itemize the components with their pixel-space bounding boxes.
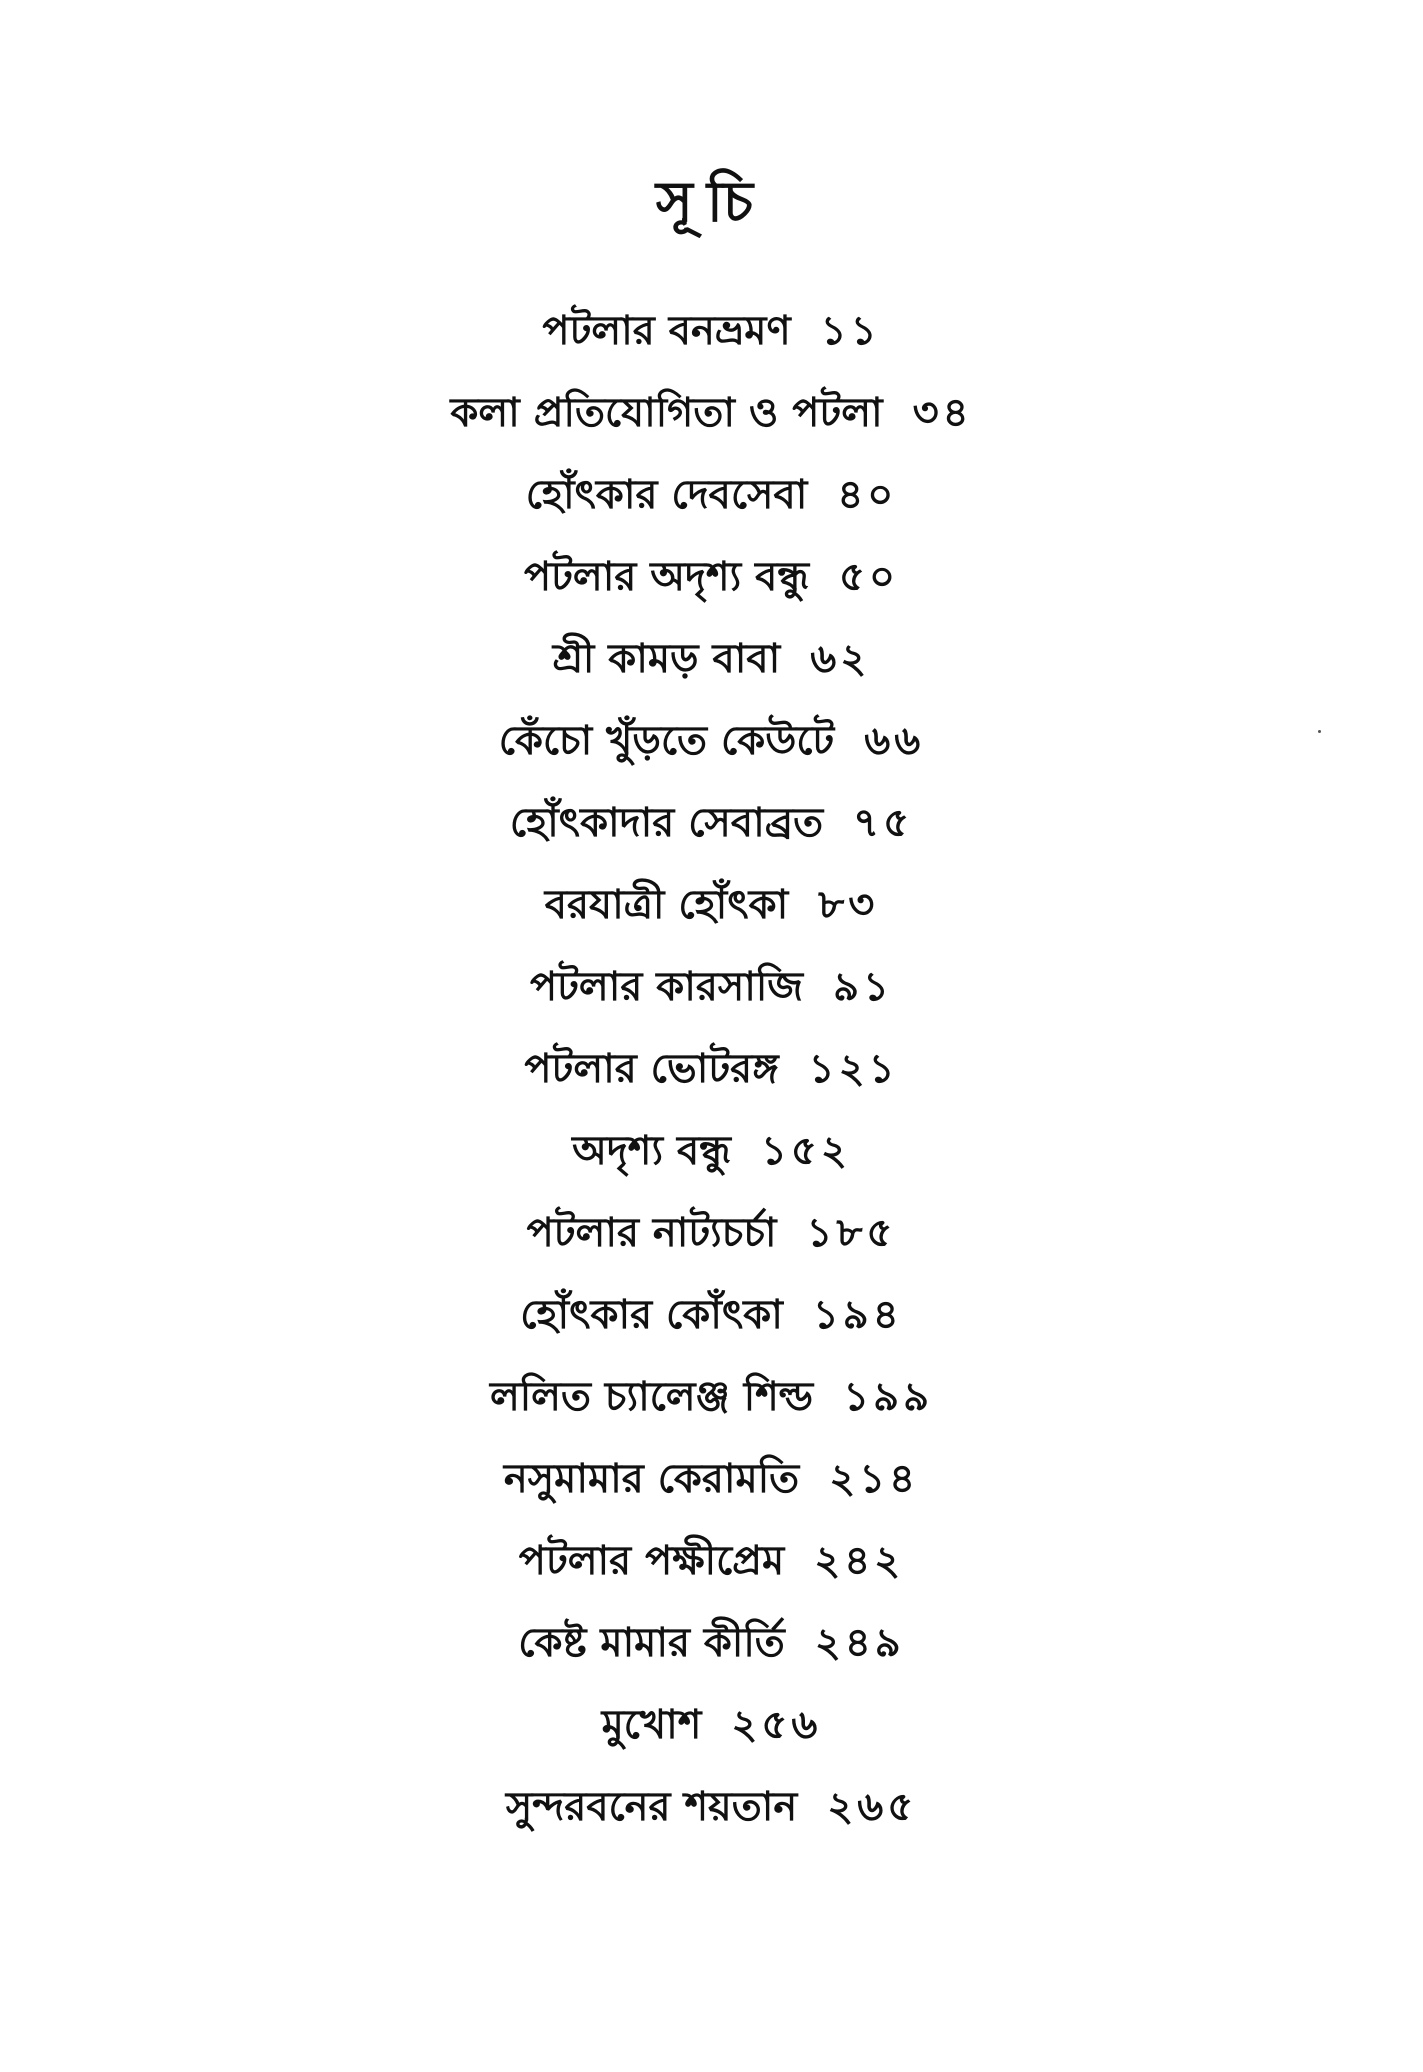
toc-entry xyxy=(0,864,1423,946)
toc-entry xyxy=(0,1110,1423,1192)
entry-page-number: ১৯৯ xyxy=(843,1374,934,1420)
page-heading: সূচি xyxy=(655,170,768,235)
toc-entry xyxy=(0,1356,1423,1438)
entry-page-number: ১১ xyxy=(820,308,881,354)
entry-title: পটলার পক্ষীপ্রেম xyxy=(518,1538,785,1584)
entry-page-number: ২৫৬ xyxy=(731,1702,822,1748)
toc-entry xyxy=(0,454,1423,536)
entry-page-number: ৬৬ xyxy=(864,718,925,764)
entry-page-number: ৩৪ xyxy=(912,390,973,436)
entry-title: মুখোশ xyxy=(601,1702,702,1748)
entry-title: কলা প্রতিযোগিতা ও পটলা xyxy=(450,390,883,436)
table-of-contents xyxy=(0,290,1423,1848)
toc-entry xyxy=(0,1520,1423,1602)
entry-title: পটলার নাট্যচর্চা xyxy=(526,1210,777,1256)
entry-page-number: ৯১ xyxy=(833,964,894,1010)
entry-title: কেঁচো খুঁড়তে কেউটে xyxy=(498,718,835,764)
entry-title: ললিত চ্যালেঞ্জ শিল্ড xyxy=(489,1374,814,1420)
entry-title: পটলার অদৃশ্য বন্ধু xyxy=(523,554,810,600)
entry-page-number: ১৫২ xyxy=(760,1128,851,1174)
entry-page-number: ১৮৫ xyxy=(806,1210,897,1256)
entry-page-number: ১৯৪ xyxy=(812,1292,903,1338)
toc-entry xyxy=(0,1684,1423,1766)
entry-title: শ্রী কামড় বাবা xyxy=(552,636,781,682)
toc-entry xyxy=(0,618,1423,700)
entry-title: পটলার কারসাজি xyxy=(529,964,804,1010)
entry-title: হোঁৎকাদার সেবাব্রত xyxy=(509,800,824,846)
toc-entry xyxy=(0,1192,1423,1274)
toc-entry xyxy=(0,700,1423,782)
entry-page-number: ২৬৫ xyxy=(827,1784,918,1830)
entry-page-number: ৫০ xyxy=(839,554,900,600)
toc-entry xyxy=(0,536,1423,618)
toc-entry xyxy=(0,1438,1423,1520)
scan-speck xyxy=(1318,730,1321,733)
toc-entry xyxy=(0,1602,1423,1684)
entry-page-number: ৮৩ xyxy=(818,882,879,928)
toc-entry xyxy=(0,1274,1423,1356)
entry-title: বরযাত্রী হোঁৎকা xyxy=(544,882,789,928)
toc-entry xyxy=(0,372,1423,454)
entry-page-number: ৭৫ xyxy=(853,800,914,846)
entry-title: সুন্দরবনের শয়তান xyxy=(505,1784,798,1830)
toc-entry xyxy=(0,1766,1423,1848)
toc-entry xyxy=(0,1028,1423,1110)
entry-title: পটলার বনভ্রমণ xyxy=(542,308,791,354)
toc-entry xyxy=(0,782,1423,864)
entry-title: অদৃশ্য বন্ধু xyxy=(572,1128,731,1174)
entry-title: নসুমামার কেরামতি xyxy=(503,1456,800,1502)
entry-page-number: ২৪২ xyxy=(814,1538,905,1584)
entry-title: কেষ্ট মামার কীর্তি xyxy=(518,1620,785,1666)
entry-page-number: ৬২ xyxy=(810,636,871,682)
toc-entry xyxy=(0,290,1423,372)
entry-page-number: ২১৪ xyxy=(829,1456,920,1502)
entry-page-number: ২৪৯ xyxy=(814,1620,905,1666)
entry-page-number: ১২১ xyxy=(808,1046,899,1092)
entry-title: হোঁৎকার দেবসেবা xyxy=(525,472,808,518)
entry-title: পটলার ভোটরঙ্গ xyxy=(524,1046,779,1092)
entry-page-number: ৪০ xyxy=(837,472,898,518)
entry-title: হোঁৎকার কোঁৎকা xyxy=(520,1292,783,1338)
toc-entry xyxy=(0,946,1423,1028)
